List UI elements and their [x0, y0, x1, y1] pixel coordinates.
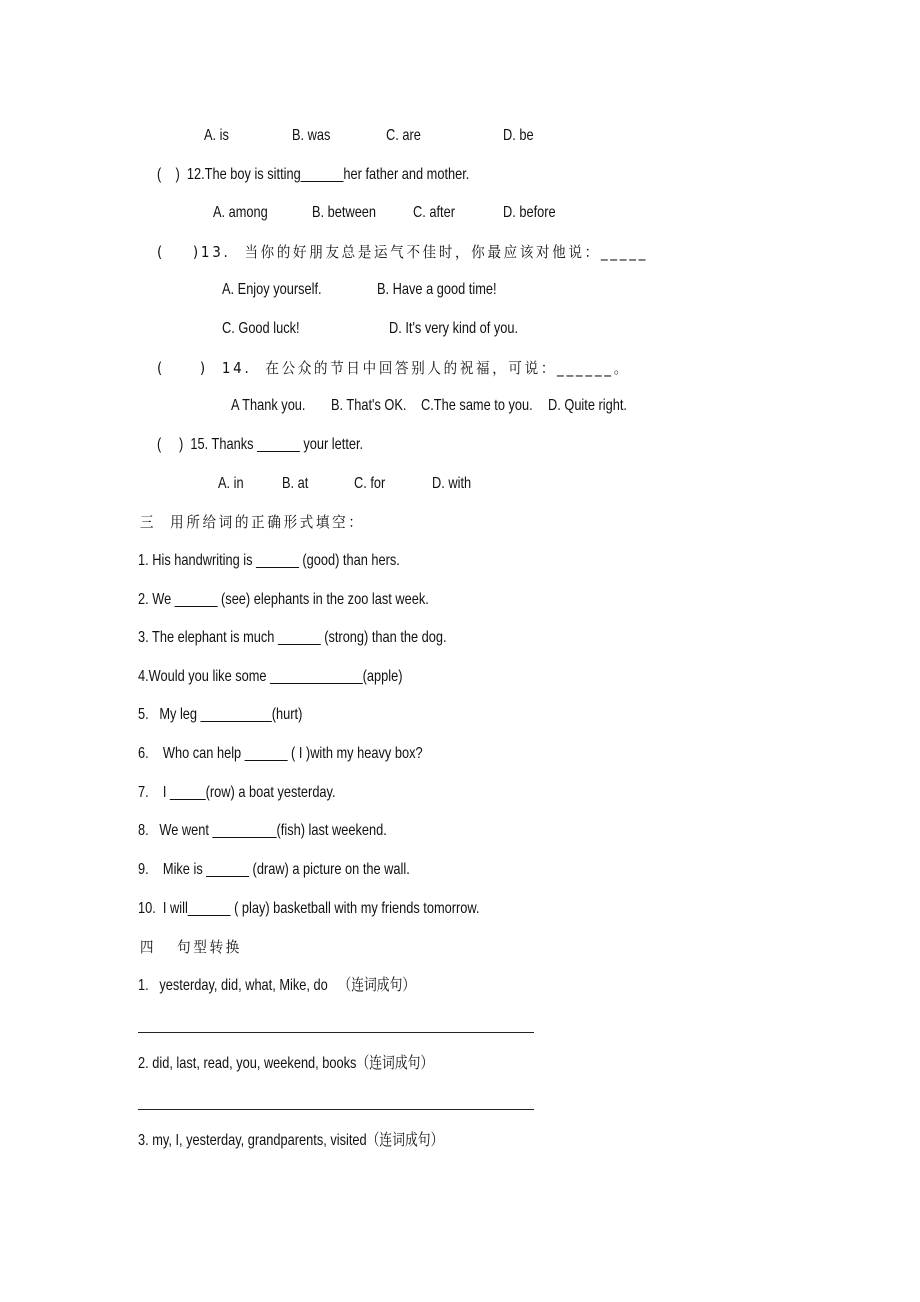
q11-option-d: D. be	[503, 127, 534, 144]
q13-option-c: C. Good luck!	[222, 320, 300, 337]
section3-item: 10. I will______ ( play) basketball with my friends tomorrow.	[138, 900, 480, 917]
q12-option-c: C. after	[413, 204, 455, 221]
q12-stem: ( ) 12.The boy is sitting______her father and mother.	[157, 166, 470, 183]
q13-option-d: D. It's very kind of you.	[389, 320, 519, 337]
q12-option-b: B. between	[312, 204, 377, 221]
section3-item: 7. I _____(row) a boat yesterday.	[138, 784, 336, 801]
q14-option-d: D. Quite right.	[548, 397, 627, 414]
q13-stem: ( )13. 当你的好朋友总是运气不佳时，你最应该对他说：_____	[157, 243, 649, 261]
q13-option-a: A. Enjoy yourself.	[222, 281, 322, 298]
section3-item: 5. My leg __________(hurt)	[138, 706, 303, 723]
answer-line[interactable]	[138, 1032, 534, 1033]
q11-option-a: A. is	[204, 127, 229, 144]
section3-item: 8. We went _________(fish) last weekend.	[138, 822, 387, 839]
q11-option-b: B. was	[292, 127, 331, 144]
answer-line[interactable]	[138, 1109, 534, 1110]
q12-option-d: D. before	[503, 204, 556, 221]
section3-item: 2. We ______ (see) elephants in the zoo last week.	[138, 591, 429, 608]
q14-stem: ( ) 14. 在公众的节日中回答别人的祝福，可说：______。	[157, 359, 630, 377]
q11-option-c: C. are	[386, 127, 421, 144]
q15-option-c: C. for	[354, 475, 386, 492]
q15-option-b: B. at	[282, 475, 309, 492]
q14-option-c: C.The same to you.	[421, 397, 533, 414]
q15-option-d: D. with	[432, 475, 472, 492]
section3-item: 1. His handwriting is ______ (good) than hers.	[138, 552, 400, 569]
section3-item: 4.Would you like some _____________(apple)	[138, 668, 403, 685]
section4-item: 3. my, I, yesterday, grandparents, visited（连词成句）	[138, 1132, 444, 1149]
q13-option-b: B. Have a good time!	[377, 281, 497, 298]
q15-stem: ( ) 15. Thanks ______ your letter.	[157, 436, 364, 453]
q15-option-a: A. in	[218, 475, 244, 492]
q14-option-a: A Thank you.	[231, 397, 306, 414]
section3-item: 6. Who can help ______ ( I )with my heavy box?	[138, 745, 423, 762]
section3-title: 三 用所给词的正确形式填空：	[140, 513, 365, 531]
section4-item: 2. did, last, read, you, weekend, books（连词成句）	[138, 1055, 434, 1072]
section3-item: 3. The elephant is much ______ (strong) than the dog.	[138, 629, 447, 646]
section3-item: 9. Mike is ______ (draw) a picture on the wall.	[138, 861, 410, 878]
q14-option-b: B. That's OK.	[331, 397, 407, 414]
q12-option-a: A. among	[213, 204, 268, 221]
section4-item: 1. yesterday, did, what, Mike, do （连词成句）	[138, 977, 416, 994]
section4-title: 四 句型转换	[140, 938, 242, 956]
